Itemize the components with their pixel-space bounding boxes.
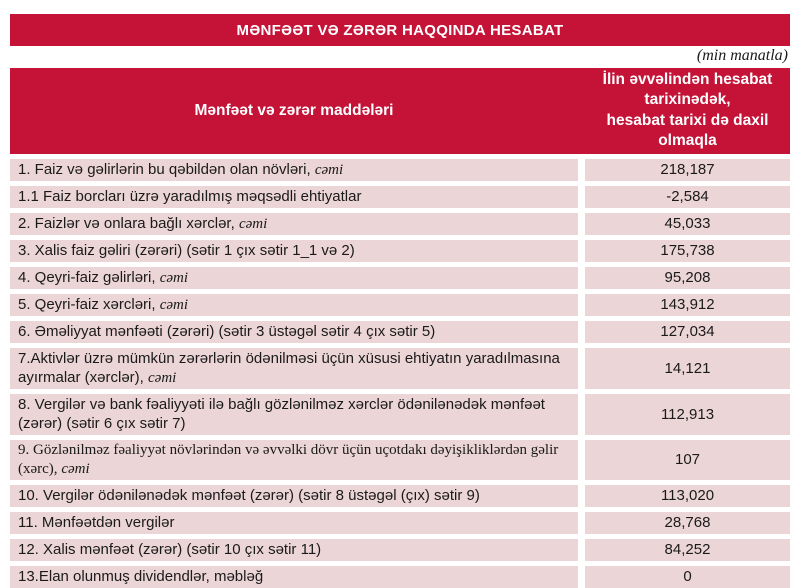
row-label-text xyxy=(18,241,355,261)
table-row-value-cell xyxy=(585,512,790,534)
row-value: 107 xyxy=(674,451,701,469)
column-header-period-line2: hesabat tarixi də daxil olmaqla xyxy=(606,111,769,150)
table-row-label-cell xyxy=(10,512,578,534)
table-row-label-cell xyxy=(10,186,578,208)
table-row-value-cell xyxy=(585,294,790,316)
table-header xyxy=(10,68,790,154)
column-header-period-line1: İlin əvvəlindən hesabat tarixinədək, xyxy=(602,71,773,109)
row-label-italic: cəmi xyxy=(159,296,189,313)
table-row-value-cell xyxy=(585,566,790,588)
row-label-italic: cəmi xyxy=(159,269,189,286)
row-label: 13.Elan olunmuş dividendlər, məbləğ xyxy=(18,567,264,585)
table-row-label-cell xyxy=(10,440,578,480)
row-label: 10. Vergilər ödənilənədək mənfəət (zərər) (sətir 8 üstəgəl (çıx) sətir 9) xyxy=(18,486,480,504)
row-label-text xyxy=(18,513,174,533)
row-value: 112,913 xyxy=(660,405,715,423)
row-value: 28,768 xyxy=(664,514,711,532)
row-label-text xyxy=(18,441,568,479)
table-row-label-cell xyxy=(10,348,578,389)
table-row-value-cell xyxy=(585,321,790,343)
table-row-value-cell xyxy=(585,159,790,181)
row-label: 4. Qeyri-faiz gəlirləri, xyxy=(18,268,160,286)
row-label: 9. Gözlənilməz fəaliyyət növlərindən və əvvəlki dövr üçün uçotdakı dəyişikliklərdən gəlir (xərc), xyxy=(18,441,559,477)
table-row-label-cell xyxy=(10,240,578,262)
table-row-label-cell xyxy=(10,566,578,588)
row-value: 175,738 xyxy=(660,242,715,260)
table-row-label-cell xyxy=(10,539,578,561)
table-row-label-cell xyxy=(10,485,578,507)
row-value: 127,034 xyxy=(660,323,715,341)
row-label-italic: cəmi xyxy=(314,161,344,178)
row-label-text xyxy=(18,214,267,234)
table-row-value-cell xyxy=(585,240,790,262)
row-label: 1. Faiz və gəlirlərin bu qəbildən olan növləri, xyxy=(18,160,315,178)
row-value: 84,252 xyxy=(664,541,711,559)
row-label-text xyxy=(18,295,188,315)
row-value: 113,020 xyxy=(660,487,715,505)
table-row-value-cell xyxy=(585,485,790,507)
row-value: 95,208 xyxy=(664,269,711,287)
column-header-items: Mənfəət və zərər maddələri xyxy=(194,101,394,119)
table-row-label-cell xyxy=(10,267,578,289)
column-header-period xyxy=(585,68,790,154)
row-label: 8. Vergilər və bank fəaliyyəti ilə bağlı gözlənilməz xərclər ödənilənədək mənfəət (zərər) (sətir 6 çıx sətir 7) xyxy=(18,395,545,432)
table-row-value-cell xyxy=(585,186,790,208)
report-title-banner xyxy=(10,14,790,46)
row-value: 143,912 xyxy=(660,296,715,314)
row-label: 11. Mənfəətdən vergilər xyxy=(18,513,175,531)
report-title: MƏNFƏƏT VƏ ZƏRƏR HAQQINDA HESABAT xyxy=(236,21,564,39)
table-row-value-cell xyxy=(585,348,790,389)
row-label: 12. Xalis mənfəət (zərər) (sətir 10 çıx sətir 11) xyxy=(18,540,322,558)
table-row-value-cell xyxy=(585,213,790,235)
table-row-label-cell xyxy=(10,394,578,435)
row-label-text xyxy=(18,395,568,434)
row-label-text xyxy=(18,540,321,560)
units-note: (min manatla) xyxy=(696,47,788,64)
row-label-italic: cəmi xyxy=(61,460,90,477)
table-row-label-cell xyxy=(10,294,578,316)
table-row-label-cell xyxy=(10,321,578,343)
table-row-value-cell xyxy=(585,394,790,435)
row-label-text xyxy=(18,486,480,506)
row-label-italic: cəmi xyxy=(148,369,177,386)
row-value: 218,187 xyxy=(660,161,715,179)
table-row-value-cell xyxy=(585,539,790,561)
table-body xyxy=(10,159,790,588)
row-label-text xyxy=(18,567,263,587)
row-value: -2,584 xyxy=(666,188,709,206)
row-label: 5. Qeyri-faiz xərcləri, xyxy=(18,295,160,313)
row-label-text xyxy=(18,349,568,388)
row-label-text xyxy=(18,322,435,342)
table-row-value-cell xyxy=(585,440,790,480)
row-value: 14,121 xyxy=(664,359,711,377)
row-label: 2. Faizlər və onlara bağlı xərclər, xyxy=(18,214,239,232)
row-label-text xyxy=(18,160,343,180)
row-value: 0 xyxy=(683,568,692,586)
row-label: 7.Aktivlər üzrə mümkün zərərlərin ödənilməsi üçün xüsusi ehtiyatın yaradılmasına ayırmalar (xərclər), xyxy=(18,349,560,386)
row-label-italic: cəmi xyxy=(238,215,268,232)
table-row-label-cell xyxy=(10,159,578,181)
row-label: 1.1 Faiz borcları üzrə yaradılmış məqsədli ehtiyatlar xyxy=(18,187,362,205)
row-label-text xyxy=(18,187,361,207)
row-label: 6. Əməliyyat mənfəəti (zərəri) (sətir 3 üstəgəl sətir 4 çıx sətir 5) xyxy=(18,322,436,340)
table-row-value-cell xyxy=(585,267,790,289)
row-label: 3. Xalis faiz gəliri (zərəri) (sətir 1 çıx sətir 1_1 və 2) xyxy=(18,241,355,259)
row-value: 45,033 xyxy=(664,215,711,233)
row-label-text xyxy=(18,268,188,288)
table-row-label-cell xyxy=(10,213,578,235)
